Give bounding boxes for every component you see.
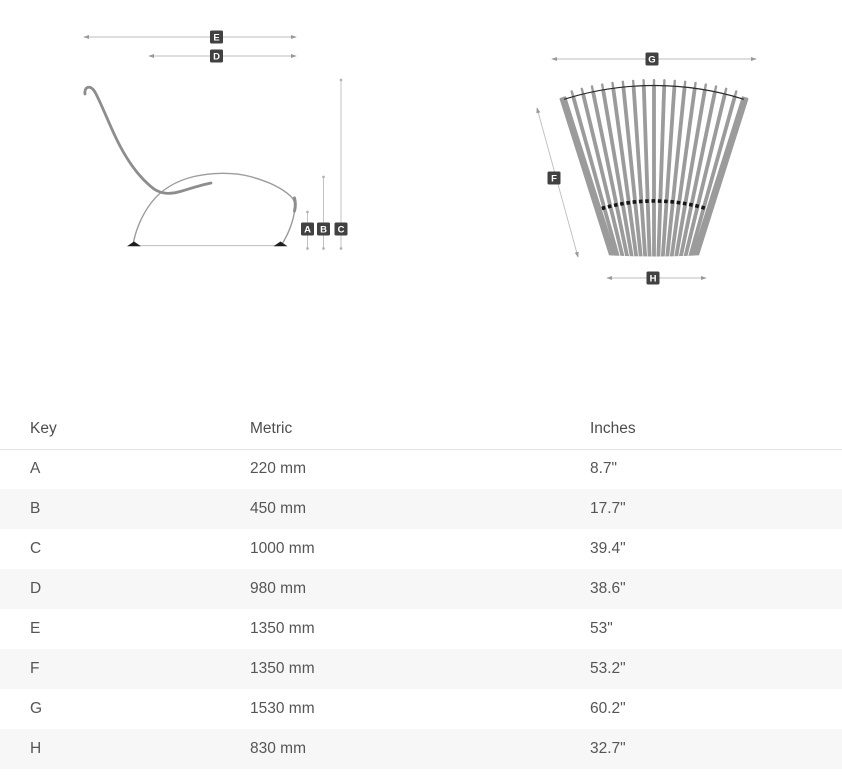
dim-label-h [647, 272, 660, 285]
table-row [0, 729, 842, 769]
cell-key: C [30, 540, 42, 557]
cell-metric: 1530 mm [250, 700, 315, 717]
svg-text:H: H [649, 273, 657, 285]
chair-foot-right [274, 242, 288, 247]
cell-key: D [30, 580, 42, 597]
cell-metric: 1000 mm [250, 540, 315, 557]
svg-text:F: F [551, 173, 557, 185]
cell-key: B [30, 500, 41, 517]
cell-key: E [30, 620, 41, 637]
chair-foot-left [127, 242, 141, 247]
side-view-drawing [84, 31, 348, 249]
svg-text:E: E [213, 32, 220, 44]
cell-metric: 980 mm [250, 580, 306, 597]
dim-label-c [335, 223, 348, 236]
svg-text:G: G [648, 54, 656, 66]
cell-inches: 38.6" [590, 580, 626, 597]
dimensions-table [0, 410, 842, 769]
table-row [0, 569, 842, 609]
table-row [0, 489, 842, 529]
cell-metric: 1350 mm [250, 660, 315, 677]
diagram-area [0, 0, 842, 375]
cell-inches: 39.4" [590, 540, 626, 557]
column-header-key: Key [0, 410, 220, 449]
cell-inches: 60.2" [590, 700, 626, 717]
svg-text:B: B [320, 224, 327, 236]
cell-inches: 32.7" [590, 740, 626, 757]
table-row [0, 529, 842, 569]
dim-label-d [210, 50, 223, 63]
chair-back-edge [295, 198, 296, 211]
cell-key: G [30, 700, 43, 717]
column-header-metric: Metric [220, 410, 560, 449]
table-row [0, 449, 842, 489]
cell-key: A [30, 460, 41, 478]
table-row [0, 649, 842, 689]
top-view-drawing [537, 53, 756, 285]
cell-inches: 53" [590, 620, 613, 637]
cell-key: H [30, 740, 42, 757]
dim-label-a [301, 223, 314, 236]
dim-label-g [646, 53, 659, 66]
svg-text:D: D [213, 51, 220, 63]
svg-text:A: A [304, 224, 311, 236]
cell-inches: 17.7" [590, 500, 626, 517]
table-row [0, 609, 842, 649]
svg-text:C: C [337, 224, 345, 236]
cell-metric: 220 mm [250, 460, 306, 478]
cell-metric: 450 mm [250, 500, 306, 517]
chair-body-outline [133, 173, 295, 245]
table-header-row [0, 410, 842, 449]
cell-inches: 53.2" [590, 660, 626, 677]
dimension-drawings [0, 0, 842, 375]
table-row [0, 689, 842, 729]
dim-label-e [210, 31, 223, 44]
cell-metric: 1350 mm [250, 620, 315, 637]
column-header-inches: Inches [560, 410, 842, 449]
cell-key: F [30, 660, 40, 677]
cell-inches: 8.7" [590, 460, 618, 478]
cell-metric: 830 mm [250, 740, 306, 757]
fan-slats-drawing [559, 79, 748, 282]
dim-label-b [317, 223, 330, 236]
dim-label-f [548, 172, 561, 185]
